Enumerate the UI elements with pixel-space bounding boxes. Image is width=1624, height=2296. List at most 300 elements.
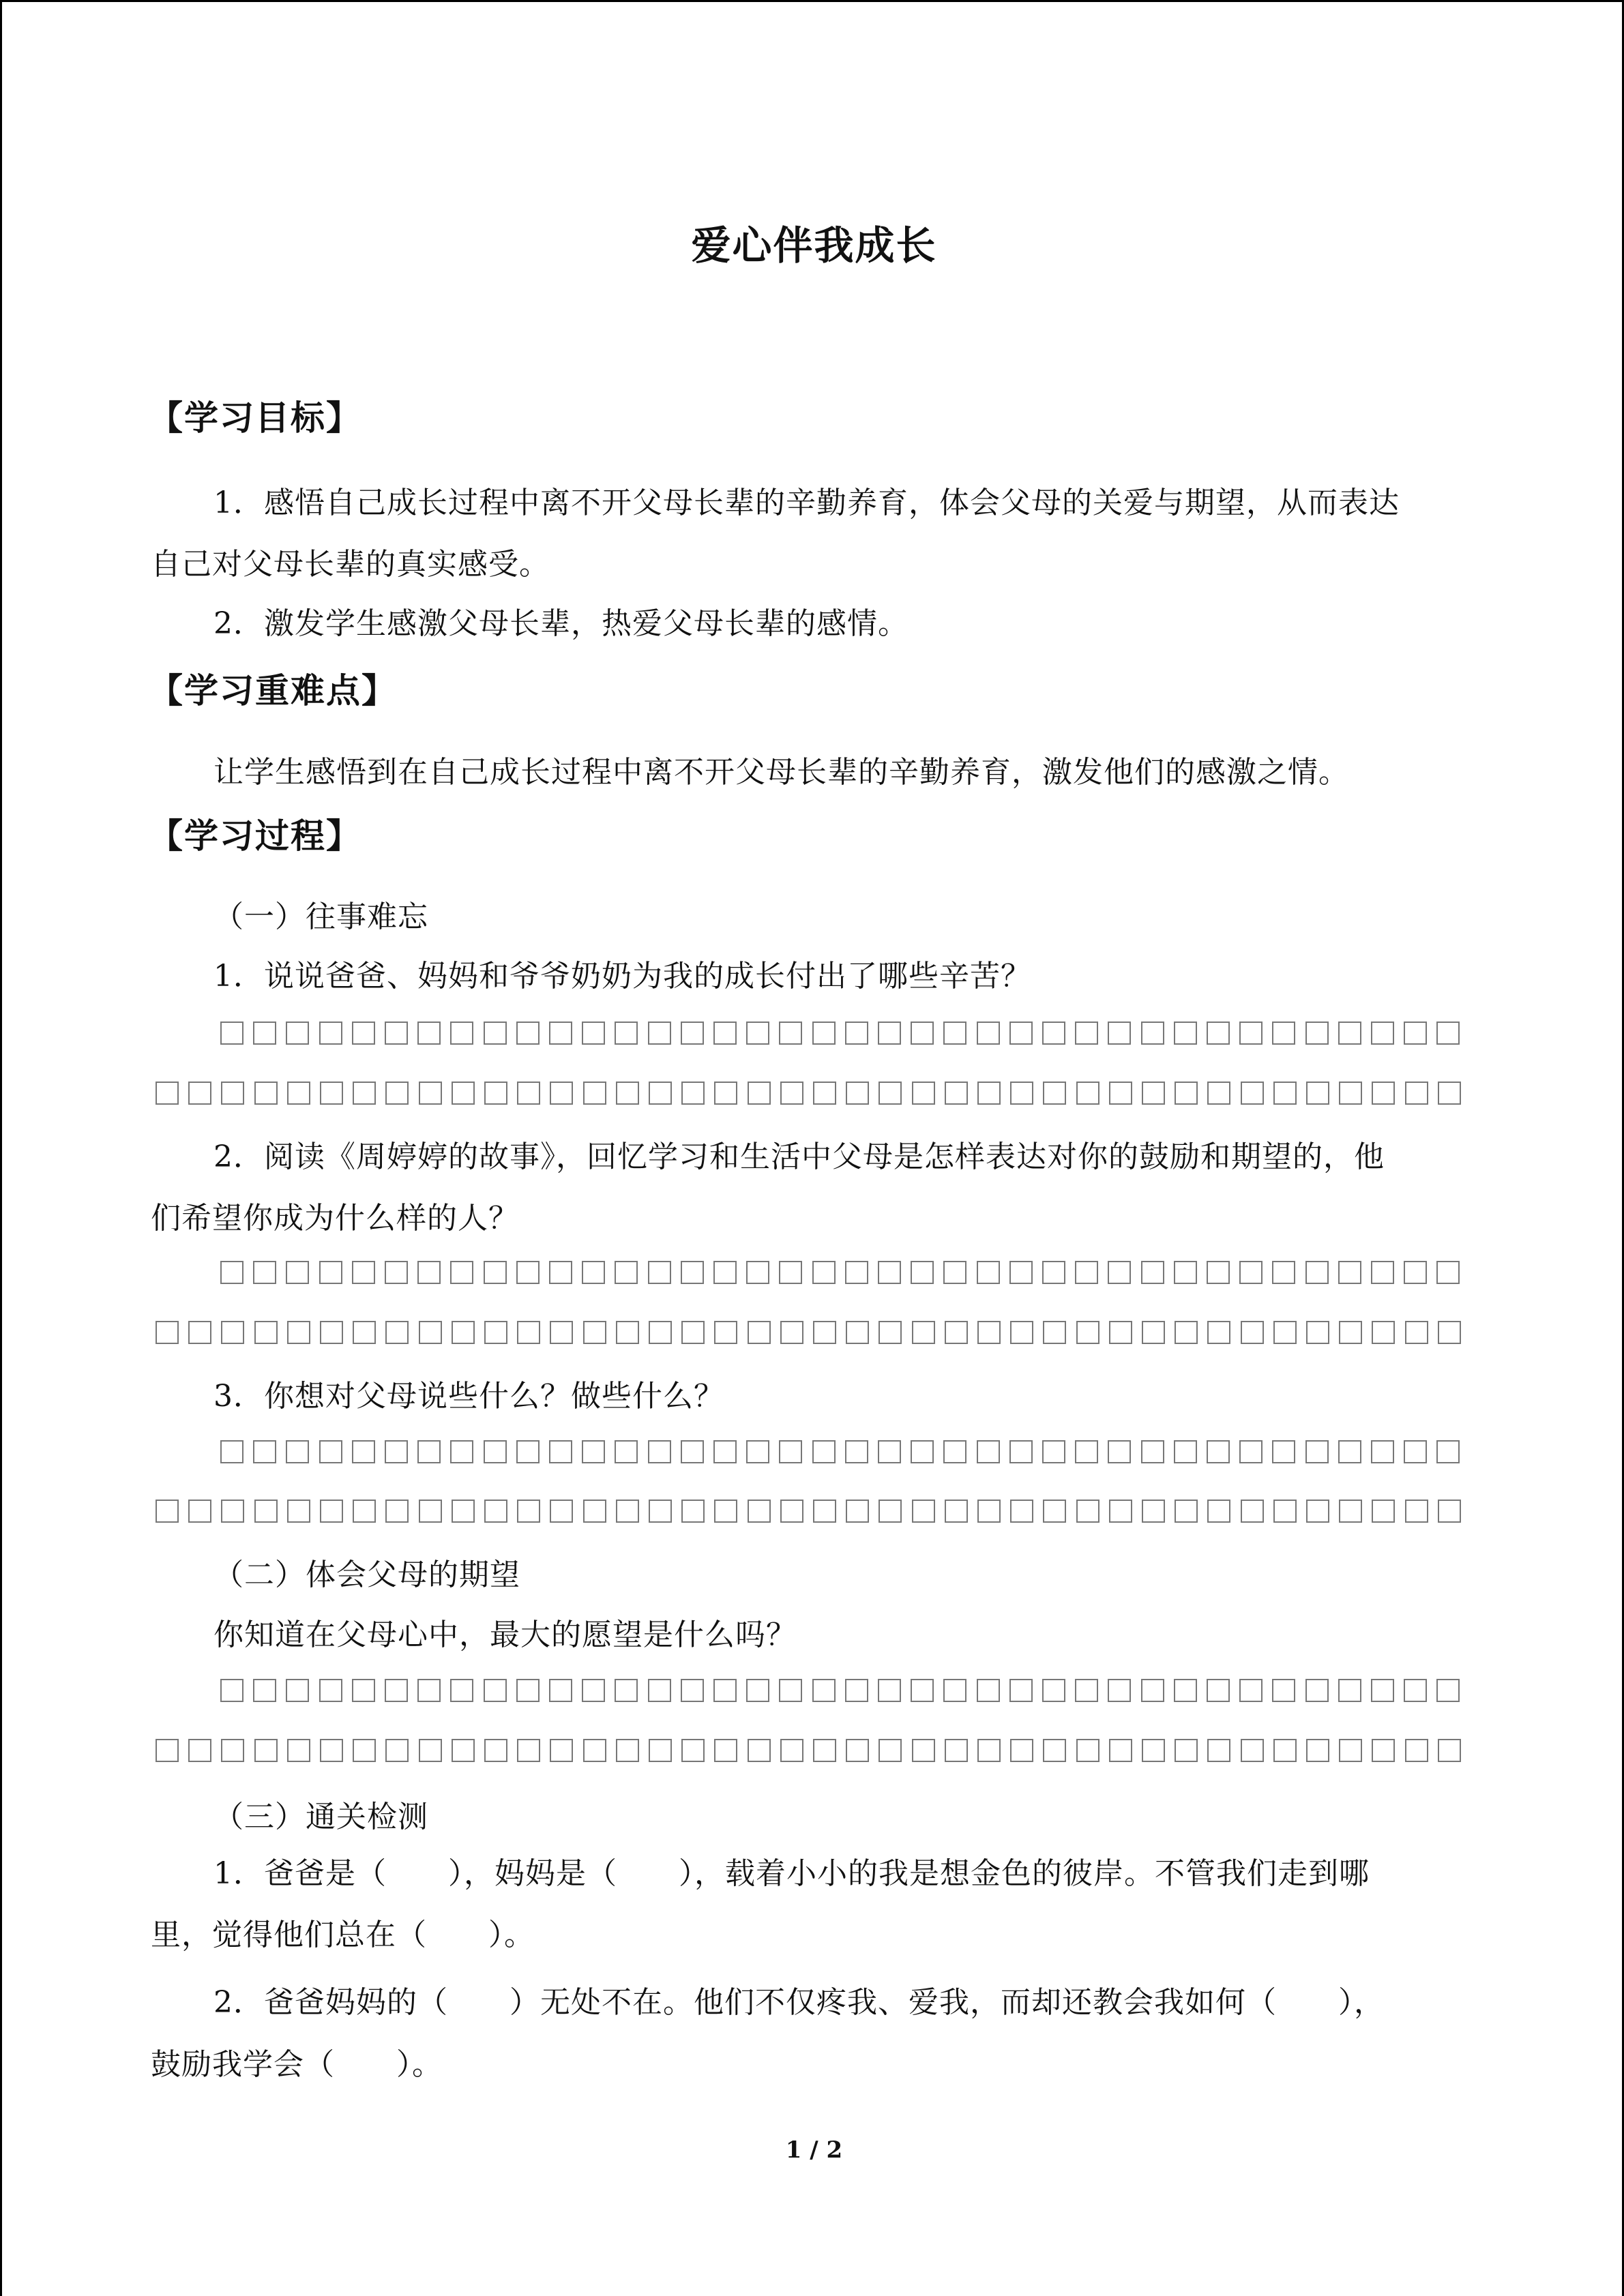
answer-box[interactable] [385,1679,408,1702]
answer-box[interactable] [156,1321,179,1344]
answer-box[interactable] [254,1321,278,1344]
answer-box[interactable] [221,1739,244,1762]
answer-box[interactable] [1141,1679,1164,1702]
answer-box[interactable] [713,1440,737,1463]
answer-box[interactable] [813,1500,836,1523]
answer-box-row[interactable] [2,1737,1624,1764]
answer-box[interactable] [681,1082,705,1105]
answer-box[interactable] [1305,1261,1329,1284]
answer-box[interactable] [945,1082,968,1105]
answer-box[interactable] [550,1500,573,1523]
answer-box[interactable] [977,1022,1000,1045]
answer-box[interactable] [220,1261,243,1284]
answer-box[interactable] [1043,1500,1066,1523]
answer-box[interactable] [1141,1261,1164,1284]
answer-box[interactable] [352,1261,375,1284]
answer-box[interactable] [517,1739,540,1762]
answer-box[interactable] [1404,1022,1427,1045]
answer-box[interactable] [1339,1739,1362,1762]
answer-box[interactable] [254,1082,278,1105]
answer-box[interactable] [385,1082,409,1105]
answer-box[interactable] [1371,1679,1394,1702]
answer-box[interactable] [549,1022,572,1045]
answer-box[interactable] [254,1500,278,1523]
answer-box[interactable] [1272,1261,1295,1284]
answer-box[interactable] [188,1500,211,1523]
answer-box[interactable] [1405,1500,1428,1523]
answer-box[interactable] [943,1440,966,1463]
answer-box[interactable] [1142,1739,1165,1762]
answer-box[interactable] [582,1440,605,1463]
answer-box[interactable] [452,1739,475,1762]
answer-box[interactable] [1438,1082,1461,1105]
answer-box[interactable] [713,1261,737,1284]
answer-box[interactable] [1109,1739,1132,1762]
answer-box[interactable] [1272,1440,1295,1463]
answer-box[interactable] [648,1022,671,1045]
answer-box[interactable] [1338,1022,1361,1045]
answer-box[interactable] [516,1679,540,1702]
answer-box[interactable] [583,1500,606,1523]
answer-box[interactable] [1273,1739,1297,1762]
answer-box[interactable] [780,1739,803,1762]
answer-box[interactable] [253,1679,276,1702]
answer-box[interactable] [583,1082,606,1105]
answer-box[interactable] [779,1261,802,1284]
answer-box[interactable] [1241,1082,1264,1105]
answer-box[interactable] [517,1082,540,1105]
answer-box[interactable] [484,1321,507,1344]
answer-box[interactable] [188,1321,211,1344]
answer-box[interactable] [286,1022,309,1045]
answer-box[interactable] [878,1261,901,1284]
answer-box[interactable] [912,1321,935,1344]
answer-box[interactable] [1075,1022,1098,1045]
answer-box[interactable] [649,1321,672,1344]
answer-box[interactable] [1207,1022,1230,1045]
answer-box[interactable] [452,1082,475,1105]
answer-box[interactable] [1405,1321,1428,1344]
answer-box[interactable] [977,1679,1000,1702]
answer-box[interactable] [1207,1679,1230,1702]
answer-box[interactable] [1306,1500,1329,1523]
answer-box[interactable] [319,1022,342,1045]
answer-box[interactable] [845,1440,868,1463]
answer-box[interactable] [1272,1679,1295,1702]
answer-box[interactable] [1338,1679,1361,1702]
answer-box[interactable] [1239,1679,1263,1702]
answer-box[interactable] [221,1321,244,1344]
answer-box[interactable] [1175,1739,1198,1762]
answer-box[interactable] [450,1440,473,1463]
answer-box[interactable] [1273,1082,1297,1105]
answer-box[interactable] [417,1022,441,1045]
answer-box[interactable] [287,1082,310,1105]
answer-box[interactable] [583,1321,606,1344]
answer-box[interactable] [1306,1739,1329,1762]
answer-box[interactable] [681,1022,704,1045]
answer-box[interactable] [188,1739,211,1762]
answer-box[interactable] [516,1022,540,1045]
answer-box[interactable] [156,1500,179,1523]
answer-box[interactable] [1076,1739,1099,1762]
answer-box[interactable] [1241,1321,1264,1344]
answer-box[interactable] [1175,1082,1198,1105]
answer-box[interactable] [450,1261,473,1284]
answer-box[interactable] [517,1321,540,1344]
answer-box[interactable] [320,1082,343,1105]
answer-box[interactable] [1108,1261,1131,1284]
answer-box[interactable] [648,1261,671,1284]
answer-box[interactable] [1141,1022,1164,1045]
answer-box[interactable] [1436,1440,1460,1463]
answer-box[interactable] [681,1261,704,1284]
answer-box[interactable] [1438,1739,1461,1762]
answer-box[interactable] [549,1261,572,1284]
answer-box[interactable] [911,1022,934,1045]
answer-box[interactable] [1371,1440,1394,1463]
answer-box[interactable] [1076,1500,1099,1523]
answer-box-row[interactable] [2,1079,1624,1107]
answer-box[interactable] [484,1500,507,1523]
answer-box[interactable] [450,1679,473,1702]
answer-box[interactable] [616,1739,639,1762]
answer-box[interactable] [1109,1500,1132,1523]
answer-box[interactable] [1338,1261,1361,1284]
answer-box[interactable] [287,1321,310,1344]
answer-box[interactable] [353,1321,376,1344]
answer-box[interactable] [879,1500,902,1523]
answer-box[interactable] [452,1500,475,1523]
answer-box[interactable] [748,1321,771,1344]
answer-box[interactable] [1010,1500,1033,1523]
answer-box[interactable] [649,1082,672,1105]
answer-box[interactable] [1010,1321,1033,1344]
answer-box[interactable] [253,1440,276,1463]
answer-box[interactable] [845,1022,868,1045]
answer-box[interactable] [385,1261,408,1284]
answer-box[interactable] [748,1739,771,1762]
answer-box[interactable] [1042,1440,1065,1463]
answer-box[interactable] [1142,1500,1165,1523]
answer-box[interactable] [1174,1679,1197,1702]
answer-box[interactable] [353,1739,376,1762]
answer-box[interactable] [812,1261,836,1284]
answer-box[interactable] [746,1679,769,1702]
answer-box[interactable] [1076,1321,1099,1344]
answer-box[interactable] [1141,1440,1164,1463]
answer-box[interactable] [846,1739,869,1762]
answer-box[interactable] [977,1082,1001,1105]
answer-box[interactable] [681,1739,705,1762]
answer-box[interactable] [1371,1022,1394,1045]
answer-box[interactable] [1175,1500,1198,1523]
answer-box[interactable] [616,1082,639,1105]
answer-box[interactable] [1207,1321,1230,1344]
answer-box-row[interactable] [2,1677,1624,1704]
answer-box[interactable] [221,1082,244,1105]
answer-box[interactable] [484,1440,507,1463]
answer-box[interactable] [1009,1679,1033,1702]
answer-box[interactable] [1371,1261,1394,1284]
answer-box[interactable] [943,1679,966,1702]
answer-box[interactable] [746,1261,769,1284]
answer-box[interactable] [878,1440,901,1463]
answer-box-row[interactable] [2,1438,1624,1465]
answer-box[interactable] [1042,1261,1065,1284]
answer-box[interactable] [286,1679,309,1702]
answer-box[interactable] [911,1261,934,1284]
answer-box[interactable] [1207,1739,1230,1762]
answer-box[interactable] [1436,1022,1460,1045]
answer-box[interactable] [648,1679,671,1702]
answer-box[interactable] [746,1022,769,1045]
answer-box[interactable] [450,1022,473,1045]
answer-box[interactable] [1207,1500,1230,1523]
answer-box[interactable] [615,1440,638,1463]
answer-box[interactable] [846,1082,869,1105]
answer-box[interactable] [419,1321,442,1344]
answer-box[interactable] [1405,1082,1428,1105]
answer-box[interactable] [779,1679,802,1702]
answer-box[interactable] [1109,1082,1132,1105]
answer-box[interactable] [1108,1022,1131,1045]
answer-box[interactable] [1372,1321,1395,1344]
answer-box[interactable] [945,1739,968,1762]
answer-box[interactable] [846,1321,869,1344]
answer-box[interactable] [156,1082,179,1105]
answer-box[interactable] [845,1679,868,1702]
answer-box[interactable] [1273,1321,1297,1344]
answer-box[interactable] [582,1679,605,1702]
answer-box[interactable] [352,1679,375,1702]
answer-box[interactable] [550,1739,573,1762]
answer-box[interactable] [516,1261,540,1284]
answer-box[interactable] [1372,1082,1395,1105]
answer-box[interactable] [1174,1440,1197,1463]
answer-box[interactable] [484,1082,507,1105]
answer-box[interactable] [714,1321,737,1344]
answer-box[interactable] [977,1261,1000,1284]
answer-box[interactable] [812,1440,836,1463]
answer-box[interactable] [878,1679,901,1702]
answer-box[interactable] [813,1321,836,1344]
answer-box[interactable] [156,1739,179,1762]
answer-box[interactable] [1306,1082,1329,1105]
answer-box[interactable] [517,1500,540,1523]
answer-box[interactable] [1010,1739,1033,1762]
answer-box[interactable] [780,1500,803,1523]
answer-box-row[interactable] [2,1497,1624,1525]
answer-box[interactable] [287,1500,310,1523]
answer-box[interactable] [254,1739,278,1762]
answer-box[interactable] [943,1022,966,1045]
answer-box[interactable] [911,1679,934,1702]
answer-box[interactable] [417,1261,441,1284]
answer-box[interactable] [1436,1679,1460,1702]
answer-box[interactable] [417,1440,441,1463]
answer-box[interactable] [681,1500,705,1523]
answer-box[interactable] [845,1261,868,1284]
answer-box[interactable] [1372,1500,1395,1523]
answer-box[interactable] [912,1082,935,1105]
answer-box-row[interactable] [2,1319,1624,1346]
answer-box[interactable] [912,1739,935,1762]
answer-box[interactable] [615,1679,638,1702]
answer-box[interactable] [713,1679,737,1702]
answer-box[interactable] [1305,1440,1329,1463]
answer-box[interactable] [1075,1440,1098,1463]
answer-box[interactable] [748,1082,771,1105]
answer-box[interactable] [1174,1261,1197,1284]
answer-box[interactable] [221,1500,244,1523]
answer-box[interactable] [1174,1022,1197,1045]
answer-box[interactable] [879,1739,902,1762]
answer-box[interactable] [977,1739,1001,1762]
answer-box[interactable] [1306,1321,1329,1344]
answer-box[interactable] [385,1022,408,1045]
answer-box[interactable] [1241,1739,1264,1762]
answer-box[interactable] [813,1739,836,1762]
answer-box[interactable] [616,1321,639,1344]
answer-box[interactable] [1272,1022,1295,1045]
answer-box[interactable] [549,1679,572,1702]
answer-box[interactable] [779,1440,802,1463]
answer-box[interactable] [484,1739,507,1762]
answer-box[interactable] [385,1500,409,1523]
answer-box[interactable] [220,1440,243,1463]
answer-box[interactable] [649,1739,672,1762]
answer-box-row[interactable] [2,1019,1624,1047]
answer-box[interactable] [779,1022,802,1045]
answer-box[interactable] [352,1440,375,1463]
answer-box[interactable] [1339,1321,1362,1344]
answer-box[interactable] [649,1500,672,1523]
answer-box[interactable] [681,1321,705,1344]
answer-box[interactable] [943,1261,966,1284]
answer-box[interactable] [484,1261,507,1284]
answer-box[interactable] [1207,1082,1230,1105]
answer-box[interactable] [516,1440,540,1463]
answer-box[interactable] [583,1739,606,1762]
answer-box[interactable] [286,1440,309,1463]
answer-box[interactable] [1239,1022,1263,1045]
answer-box[interactable] [582,1022,605,1045]
answer-box[interactable] [385,1321,409,1344]
answer-box[interactable] [878,1022,901,1045]
answer-box[interactable] [748,1500,771,1523]
answer-box[interactable] [1239,1440,1263,1463]
answer-box[interactable] [253,1261,276,1284]
answer-box[interactable] [846,1500,869,1523]
answer-box[interactable] [419,1082,442,1105]
answer-box[interactable] [1372,1739,1395,1762]
answer-box[interactable] [452,1321,475,1344]
answer-box[interactable] [714,1082,737,1105]
answer-box[interactable] [220,1679,243,1702]
answer-box[interactable] [1175,1321,1198,1344]
answer-box[interactable] [1405,1739,1428,1762]
answer-box[interactable] [320,1321,343,1344]
answer-box[interactable] [911,1440,934,1463]
answer-box[interactable] [1009,1440,1033,1463]
answer-box[interactable] [977,1321,1001,1344]
answer-box[interactable] [353,1500,376,1523]
answer-box[interactable] [417,1679,441,1702]
answer-box[interactable] [1339,1500,1362,1523]
answer-box[interactable] [582,1261,605,1284]
answer-box[interactable] [1075,1679,1098,1702]
answer-box[interactable] [879,1082,902,1105]
answer-box[interactable] [353,1082,376,1105]
answer-box[interactable] [385,1440,408,1463]
answer-box[interactable] [1042,1022,1065,1045]
answer-box[interactable] [287,1739,310,1762]
answer-box[interactable] [319,1261,342,1284]
answer-box[interactable] [1404,1679,1427,1702]
answer-box[interactable] [1404,1440,1427,1463]
answer-box[interactable] [616,1500,639,1523]
answer-box[interactable] [1207,1261,1230,1284]
answer-box[interactable] [945,1321,968,1344]
answer-box[interactable] [1305,1679,1329,1702]
answer-box[interactable] [1010,1082,1033,1105]
answer-box[interactable] [550,1321,573,1344]
answer-box[interactable] [1142,1082,1165,1105]
answer-box[interactable] [1043,1321,1066,1344]
answer-box[interactable] [1207,1440,1230,1463]
answer-box[interactable] [1042,1679,1065,1702]
answer-box[interactable] [780,1321,803,1344]
answer-box[interactable] [1239,1261,1263,1284]
answer-box[interactable] [1142,1321,1165,1344]
answer-box[interactable] [1339,1082,1362,1105]
answer-box[interactable] [1076,1082,1099,1105]
answer-box[interactable] [945,1500,968,1523]
answer-box[interactable] [484,1022,507,1045]
answer-box[interactable] [385,1739,409,1762]
answer-box[interactable] [1075,1261,1098,1284]
answer-box[interactable] [879,1321,902,1344]
answer-box[interactable] [220,1022,243,1045]
answer-box[interactable] [681,1679,704,1702]
answer-box[interactable] [1241,1500,1264,1523]
answer-box[interactable] [1438,1321,1461,1344]
answer-box[interactable] [813,1082,836,1105]
answer-box[interactable] [1436,1261,1460,1284]
answer-box[interactable] [484,1679,507,1702]
answer-box[interactable] [812,1022,836,1045]
answer-box[interactable] [419,1500,442,1523]
answer-box[interactable] [1109,1321,1132,1344]
answer-box-row[interactable] [2,1259,1624,1286]
answer-box[interactable] [977,1500,1001,1523]
answer-box[interactable] [615,1261,638,1284]
answer-box[interactable] [1338,1440,1361,1463]
answer-box[interactable] [1438,1500,1461,1523]
answer-box[interactable] [320,1739,343,1762]
answer-box[interactable] [1043,1739,1066,1762]
answer-box[interactable] [713,1022,737,1045]
answer-box[interactable] [253,1022,276,1045]
answer-box[interactable] [319,1440,342,1463]
answer-box[interactable] [912,1500,935,1523]
answer-box[interactable] [550,1082,573,1105]
answer-box[interactable] [286,1261,309,1284]
answer-box[interactable] [1108,1440,1131,1463]
answer-box[interactable] [746,1440,769,1463]
answer-box[interactable] [977,1440,1000,1463]
